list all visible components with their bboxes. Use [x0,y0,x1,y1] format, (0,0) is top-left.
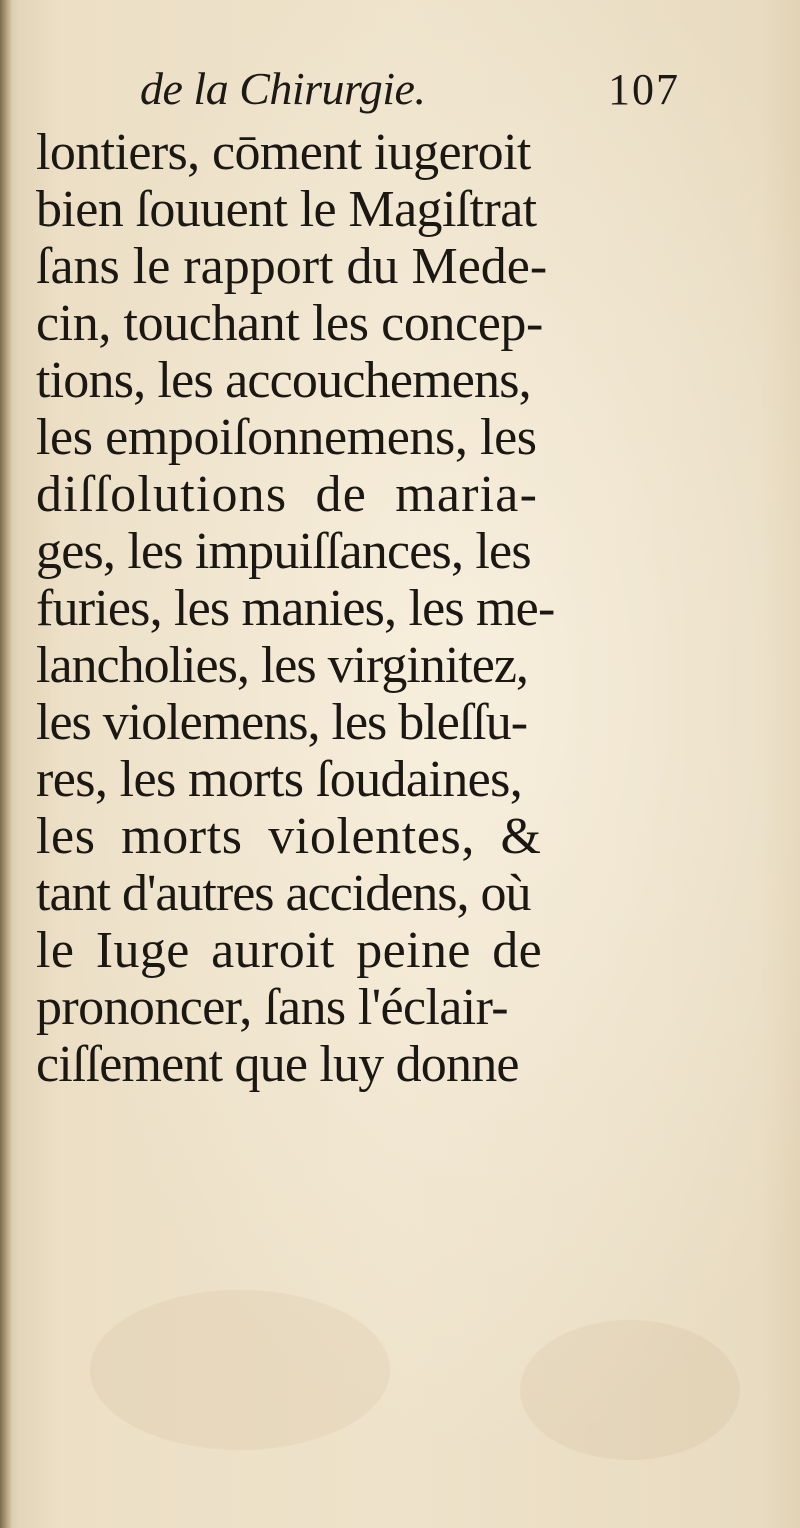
running-title: de la Chirurgie. [140,63,426,114]
text-line: les violemens, les bleſſu- [36,694,528,751]
text-line: ges, les impuiſſances, les [36,523,531,580]
page-gutter-shadow [0,0,12,1528]
page-number: 107 [608,65,680,114]
paper-stain [520,1320,740,1460]
text-line: le Iuge auroit peine de [36,922,543,979]
text-line: ſans le rapport du Mede- [36,238,548,295]
body-text [36,124,676,1093]
text-line: prononcer, ſans l'éclair- [36,979,509,1036]
text-line: tant d'autres accidens, où [36,865,531,922]
running-head [140,62,680,122]
text-line: lancholies, les virginitez, [36,637,528,694]
text-line: bien ſouuent le Magiſtrat [36,181,537,238]
text-line: les morts violentes, & [36,808,542,865]
paper-stain [90,1290,390,1450]
text-line: tions, les accouchemens, [36,352,531,409]
text-line: res, les morts ſoudaines, [36,751,523,808]
text-line: diſſolutions de maria- [36,466,539,523]
text-line: lontiers, cōment iugeroit [36,124,531,181]
text-line: ciſſement que luy donne [36,1036,519,1093]
text-line: furies, les manies, les me- [36,580,555,637]
text-line: les empoiſonnemens, les [36,409,537,466]
text-line: cin, touchant les concep- [36,295,543,352]
